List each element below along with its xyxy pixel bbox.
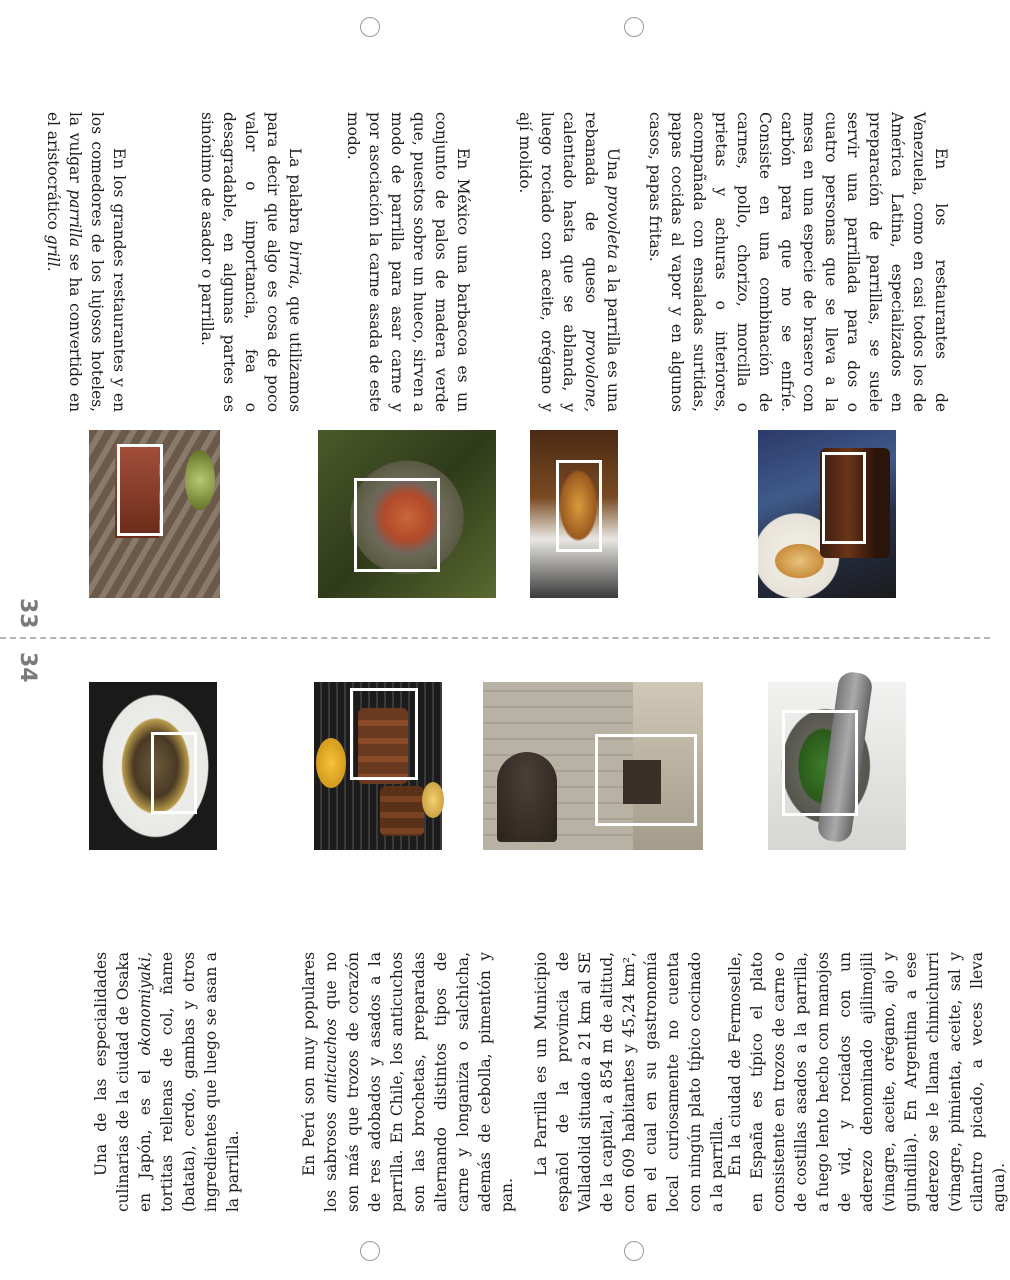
italic-term: provoleta: [604, 185, 622, 260]
paragraph-peru: [298, 952, 518, 1212]
highlight-frame: [822, 452, 866, 544]
text-run: que utilizamos para decir que algo es cosa de poco valor o importancia, fea o desagradable, en algunas partes es sinónimo de asador o parrilla.: [198, 112, 304, 412]
italic-term: anticuchos: [322, 1018, 340, 1103]
parrillada-photo: [758, 430, 896, 598]
text-run: En los restaurantes de Venezuela, como en casi todos los de América Latina, especializados en preparación de parrillas, se suele servir una parrillada para dos o cuatro personas que se lleva a la mesa en una especie de brasero con carbón para que no se enfríe. Consiste en una combinación de carnes, pollo, chorizo, morcilla o prietas y achuras o interiores, acompañada con ensaladas surtidas, papas cocidas al vapor y en algunos casos, papas fritas.: [646, 112, 950, 412]
onion-shape: [422, 782, 444, 818]
text-run: En México una barbacoa es un conjunto de palos de madera verde que, puestos sobre un hueco, sirven a modo de parrilla para asar carne y por asociación la carne asada de este modo.: [344, 112, 472, 412]
italic-term: parrilla: [66, 189, 84, 248]
text-run: En Perú son muy populares los sabrosos: [300, 952, 340, 1212]
paragraph-fermoselle: [724, 952, 1010, 1212]
grill-photo: [89, 430, 220, 598]
text-run: La Parrilla es un Municipio español de la provincia de Valladolid situado a 21 km al SE de la capital, a 854 m de altitud, con 609 habitantes y 45,24 km², en el cual en su gastronomía local curiosamente no cuenta con ningún plato típico cocinado a la parrilla.: [532, 952, 726, 1212]
okonomiyaki-photo: [89, 682, 217, 850]
fold-line: [0, 637, 990, 639]
highlight-frame: [782, 710, 858, 816]
pepper-shape: [316, 738, 346, 788]
punch-hole: [360, 17, 380, 37]
skewer-meat-shape: [380, 786, 424, 836]
highlight-frame: [354, 478, 440, 572]
punch-hole: [624, 1241, 644, 1261]
paragraph-venezuela: [644, 112, 952, 412]
mortar-photo: [768, 682, 906, 850]
highlight-frame: [556, 460, 602, 552]
text-run: que no son más que trozos de corazón de res adobados y asados a la parrilla. En Chile, los anticuchos son las brochetas, preparadas alternando distintos tipos de carne y longaniza o salchicha, además de cebolla, pimentón y pan.: [322, 952, 516, 1212]
text-run: tortitas rellenas de col, ñame (batata), cerdo, gambas y otros ingredientes que luego se asan a la parrilla.: [158, 952, 242, 1212]
greens-shape: [185, 450, 215, 510]
paragraph-grill: [42, 112, 130, 412]
paragraph-mexico: [342, 112, 474, 412]
highlight-frame: [117, 444, 163, 536]
village-photo: [483, 682, 703, 850]
arched-window-shape: [497, 752, 557, 842]
paragraph-okonomiyaki: [90, 952, 244, 1212]
italic-term: okonomiyaki,: [136, 952, 154, 1056]
paragraph-la-parrilla: [530, 952, 728, 1212]
punch-hole: [360, 1241, 380, 1261]
barbacoa-photo: [318, 430, 496, 598]
paragraph-birria: [196, 112, 306, 412]
punch-hole: [624, 17, 644, 37]
text-run: se ha convertido en el aristocrático: [44, 112, 84, 412]
italic-term: provolone,: [582, 329, 600, 412]
highlight-frame: [350, 688, 418, 780]
highlight-frame: [151, 732, 197, 814]
text-run: a la parrilla es una rebanada de queso: [582, 112, 622, 412]
text-run: En la ciudad de Fermoselle, en España es típico el plato consistente en trozos de carne o de costillas asados a la parrilla, a fuego lento hecho con manojos de vid, y rociados con un aderezo denominado ajilimojili (vinagre, aceite, orégano, ajo y guindilla). En Argentina a ese aderezo se le llama chimichurri (vinagre, pimienta, aceite, sal y cilantro picado, a veces lleva agua).: [726, 952, 1008, 1212]
page-number-34: 34: [15, 652, 40, 683]
highlight-frame: [595, 734, 697, 826]
text-run: En los grandes restaurantes y en los comedores de los lujosos hoteles, la vulgar: [66, 112, 128, 412]
italic-term: birria,: [286, 240, 304, 290]
text-run: Una de las especialidades culinarias de la ciudad de Osaka en Japón, es el: [92, 952, 154, 1212]
page-number-33: 33: [15, 598, 40, 629]
skewers-photo: [314, 682, 442, 850]
text-run: calentado hasta que se ablanda, y luego rociado con aceite, orégano y ají molido.: [516, 112, 578, 412]
text-run: Una: [604, 148, 622, 186]
paragraph-provoleta: [514, 112, 624, 412]
text-run: La palabra: [286, 148, 304, 241]
provoleta-photo: [530, 430, 618, 598]
italic-term: grill.: [44, 234, 62, 272]
